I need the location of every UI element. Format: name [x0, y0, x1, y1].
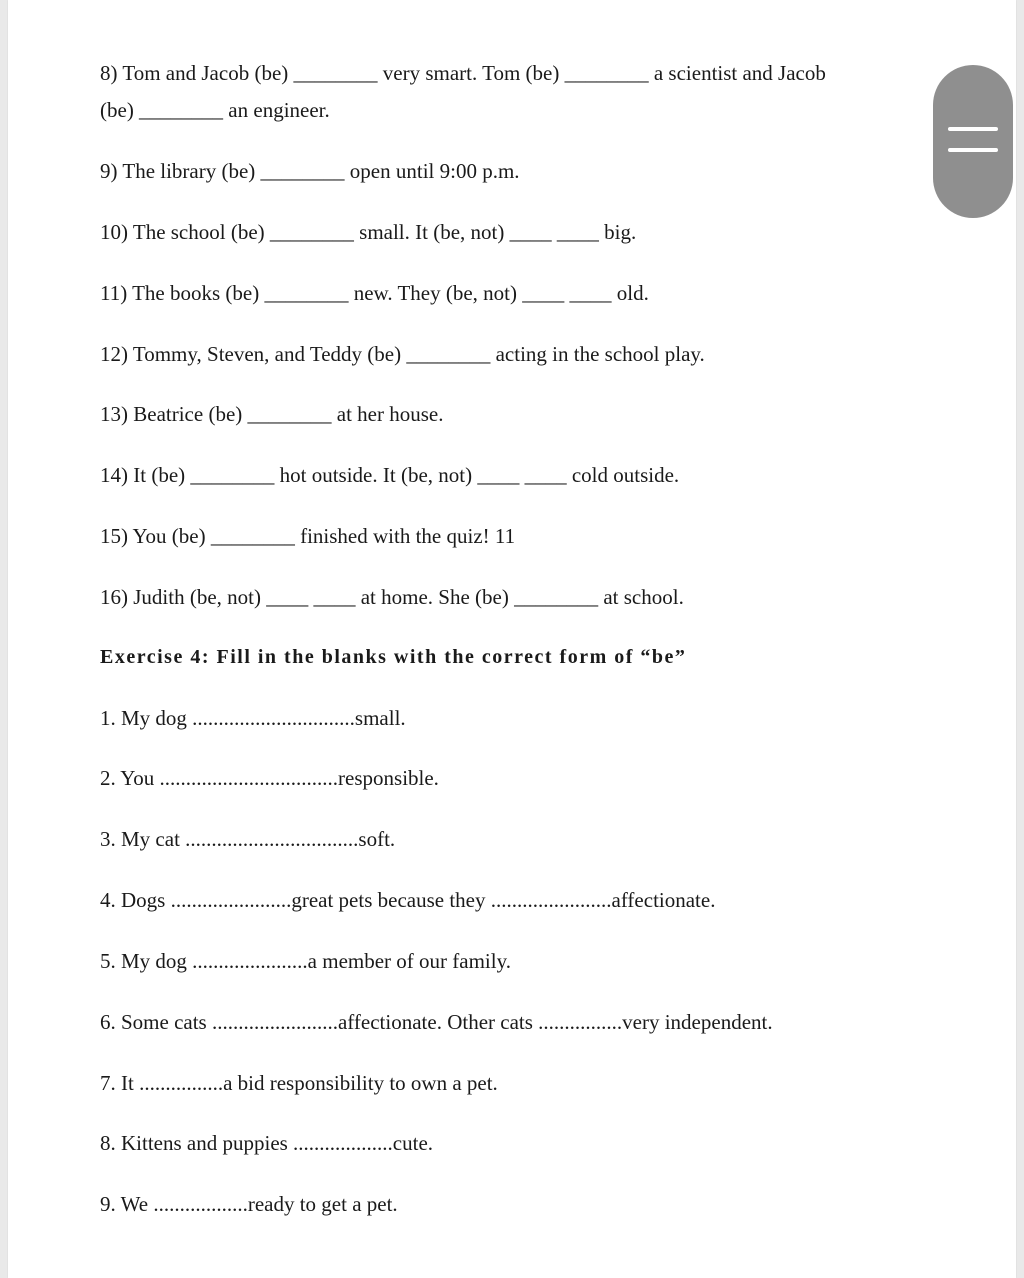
exercise3-item-10: [100, 219, 636, 245]
exercise4-item-4: [100, 887, 715, 913]
exercise4-item-8: [100, 1130, 433, 1156]
item-text: 9) The library (be) ________ open until 9:00 p.m.: [100, 159, 520, 183]
item-text: 16) Judith (be, not) ____ ____ at home. She (be) ________ at school.: [100, 585, 684, 609]
scroll-handle[interactable]: [933, 65, 1013, 218]
exercise3-item-13: [100, 401, 443, 427]
heading-text: Exercise 4: Fill in the blanks with the correct form of “be”: [100, 646, 687, 668]
item-text: 8) Tom and Jacob (be) ________ very smart. Tom (be) ________ a scientist and Jacob: [100, 61, 826, 85]
exercise4-item-2: [100, 765, 439, 791]
exercise3-item-15: [100, 523, 515, 549]
exercise3-item-12: [100, 341, 705, 367]
item-text: 11) The books (be) ________ new. They (be, not) ____ ____ old.: [100, 281, 649, 305]
item-text: 6. Some cats ........................affectionate. Other cats ................very independent.: [100, 1010, 773, 1034]
item-text: 4. Dogs .......................great pets because they .......................affectionate.: [100, 888, 716, 912]
exercise4-item-5: [100, 948, 511, 974]
exercise3-item-11: [100, 280, 649, 306]
exercise3-item-8-line1: [100, 60, 826, 86]
item-text: 1. My dog ...............................small.: [100, 706, 406, 730]
item-text: (be) ________ an engineer.: [100, 98, 330, 122]
exercise3-item-9: [100, 158, 520, 184]
item-text: 3. My cat .................................soft.: [100, 827, 396, 851]
drag-handle-icon: [948, 127, 998, 131]
item-text: 10) The school (be) ________ small. It (be, not) ____ ____ big.: [100, 220, 637, 244]
exercise4-heading: [100, 644, 686, 670]
item-text: 14) It (be) ________ hot outside. It (be, not) ____ ____ cold outside.: [100, 463, 680, 487]
item-text: 15) You (be) ________ finished with the quiz! 11: [100, 524, 516, 548]
exercise4-item-1: [100, 705, 406, 731]
item-text: 8. Kittens and puppies ...................cute.: [100, 1131, 434, 1155]
item-text: 12) Tommy, Steven, and Teddy (be) ________ acting in the school play.: [100, 342, 705, 366]
exercise3-item-16: [100, 584, 684, 610]
exercise4-item-3: [100, 826, 395, 852]
item-text: 5. My dog ......................a member of our family.: [100, 949, 511, 973]
exercise3-item-8-line2: [100, 97, 330, 123]
item-text: 9. We ..................ready to get a pet.: [100, 1192, 398, 1216]
item-text: 13) Beatrice (be) ________ at her house.: [100, 402, 444, 426]
drag-handle-icon: [948, 148, 998, 152]
exercise3-item-14: [100, 462, 679, 488]
item-text: 7. It ................a bid responsibility to own a pet.: [100, 1071, 498, 1095]
item-text: 2. You ..................................responsible.: [100, 766, 439, 790]
exercise4-item-6: [100, 1009, 773, 1035]
exercise4-item-7: [100, 1070, 498, 1096]
exercise4-item-9: [100, 1191, 398, 1217]
